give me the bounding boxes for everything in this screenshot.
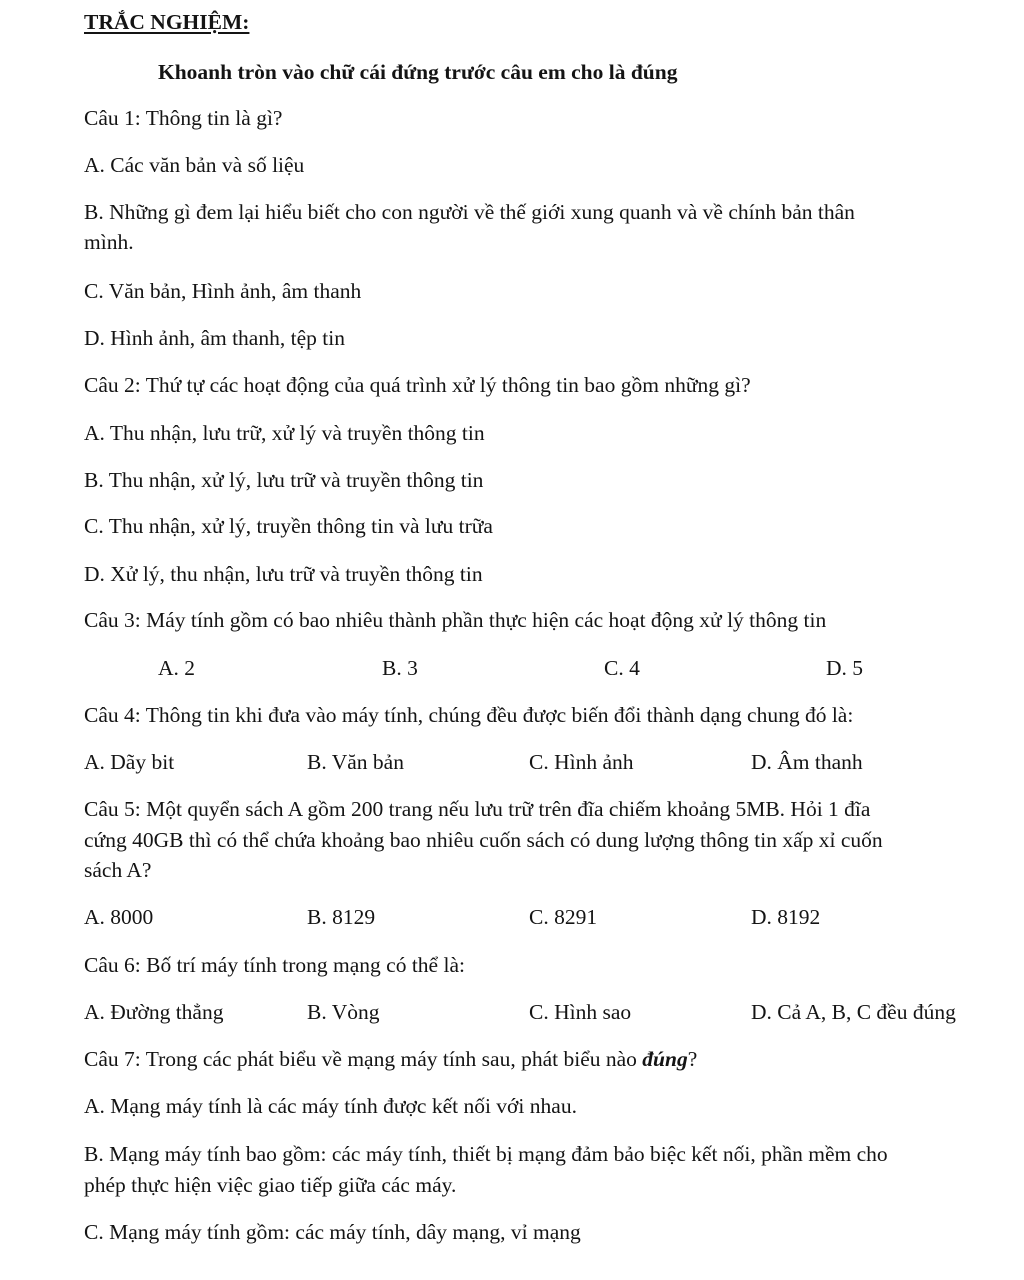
- q1-question: Câu 1: Thông tin là gì?: [84, 106, 283, 130]
- section-heading: TRẮC NGHIỆM:: [84, 10, 250, 34]
- q2-option-b: B. Thu nhận, xử lý, lưu trữ và truyền thông tin: [84, 468, 484, 492]
- q3-option-c: C. 4: [604, 656, 640, 680]
- q2-option-c: C. Thu nhận, xử lý, truyền thông tin và lưu trữa: [84, 514, 493, 538]
- q6-option-c: C. Hình sao: [529, 1000, 632, 1024]
- q1-option-d: D. Hình ảnh, âm thanh, tệp tin: [84, 326, 345, 350]
- q5-option-a: A. 8000: [84, 905, 154, 929]
- q5-question-line1: Câu 5: Một quyển sách A gồm 200 trang nếu lưu trữ trên đĩa chiếm khoảng 5MB. Hỏi 1 đĩa: [84, 797, 871, 821]
- q7-option-b-line1: B. Mạng máy tính bao gồm: các máy tính, thiết bị mạng đảm bảo biệc kết nối, phần mềm cho: [84, 1142, 888, 1166]
- q5-option-d: D. 8192: [751, 905, 821, 929]
- q5-question-line2: cứng 40GB thì có thể chứa khoảng bao nhiêu cuốn sách có dung lượng thông tin xấp xỉ cuốn: [84, 828, 883, 852]
- q6-option-d: D. Cả A, B, C đều đúng: [751, 1000, 956, 1024]
- q4-option-a: A. Dãy bit: [84, 750, 175, 774]
- q2-option-d: D. Xử lý, thu nhận, lưu trữ và truyền thông tin: [84, 562, 483, 586]
- q2-option-a: A. Thu nhận, lưu trữ, xử lý và truyền thông tin: [84, 421, 485, 445]
- q7-option-c: C. Mạng máy tính gồm: các máy tính, dây mạng, vỉ mạng: [84, 1220, 581, 1244]
- q6-option-b: B. Vòng: [307, 1000, 380, 1024]
- q4-option-b: B. Văn bản: [307, 750, 404, 774]
- q5-question-line3: sách A?: [84, 858, 152, 882]
- q7-question-end: ?: [687, 1047, 698, 1071]
- instruction: Khoanh tròn vào chữ cái đứng trước câu em cho là đúng: [158, 60, 678, 84]
- q3-option-b: B. 3: [382, 656, 418, 680]
- q7-question-text: Câu 7: Trong các phát biểu về mạng máy tính sau, phát biểu nào: [84, 1047, 643, 1071]
- q1-option-b-line1: B. Những gì đem lại hiểu biết cho con người về thế giới xung quanh và về chính bản thân: [84, 200, 855, 224]
- q4-question: Câu 4: Thông tin khi đưa vào máy tính, chúng đều được biến đổi thành dạng chung đó là:: [84, 703, 854, 727]
- q3-question: Câu 3: Máy tính gồm có bao nhiêu thành phần thực hiện các hoạt động xử lý thông tin: [84, 608, 827, 632]
- q1-option-a: A. Các văn bản và số liệu: [84, 153, 305, 177]
- q4-option-c: C. Hình ảnh: [529, 750, 634, 774]
- q7-option-b-line2: phép thực hiện việc giao tiếp giữa các máy.: [84, 1173, 457, 1197]
- q3-option-a: A. 2: [158, 656, 196, 680]
- q6-question: Câu 6: Bố trí máy tính trong mạng có thể là:: [84, 953, 465, 977]
- q6-option-a: A. Đường thẳng: [84, 1000, 224, 1024]
- q7-question-emphasis: đúng: [642, 1047, 688, 1071]
- q2-question: Câu 2: Thứ tự các hoạt động của quá trình xử lý thông tin bao gồm những gì?: [84, 373, 751, 397]
- q5-option-c: C. 8291: [529, 905, 598, 929]
- q7-option-a: A. Mạng máy tính là các máy tính được kết nối với nhau.: [84, 1094, 577, 1118]
- q1-option-b-line2: mình.: [84, 230, 134, 254]
- q5-option-b: B. 8129: [307, 905, 376, 929]
- q1-option-c: C. Văn bản, Hình ảnh, âm thanh: [84, 279, 362, 303]
- q3-option-d: D. 5: [826, 656, 864, 680]
- q4-option-d: D. Âm thanh: [751, 750, 863, 774]
- q7-question: [84, 1045, 697, 1073]
